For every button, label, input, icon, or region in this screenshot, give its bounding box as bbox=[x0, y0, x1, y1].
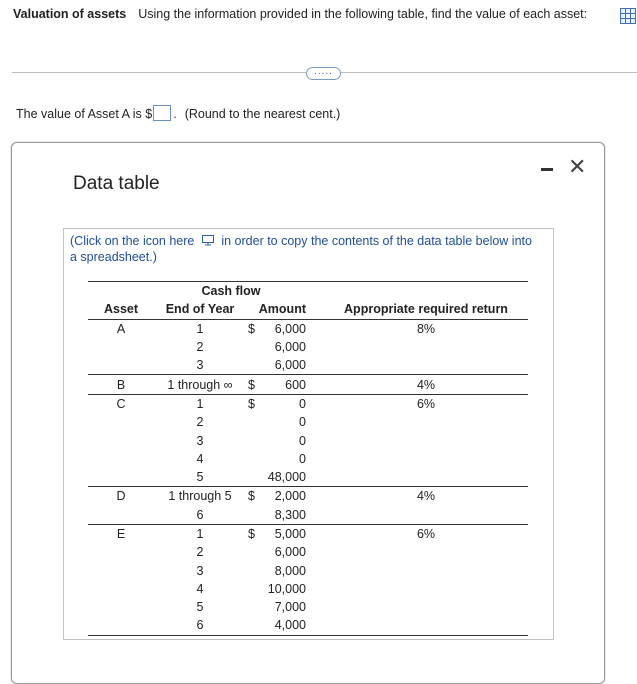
table-row bbox=[88, 487, 528, 506]
cell-dollar-sign bbox=[246, 580, 264, 598]
question-suffix: . bbox=[173, 107, 177, 121]
question-prefix: The value of Asset A is $ bbox=[16, 107, 153, 121]
col-header-end-of-year: End of Year bbox=[165, 302, 235, 317]
table-row bbox=[88, 413, 528, 431]
cell-amount: 5,000 bbox=[264, 524, 308, 543]
cell-dollar-sign: $ bbox=[246, 394, 264, 413]
ellipsis-expand-button[interactable]: ..... bbox=[306, 67, 341, 80]
cell-dollar-sign bbox=[246, 413, 264, 431]
cell-asset: B bbox=[88, 375, 154, 394]
cell-end-of-year: 1 bbox=[154, 524, 246, 543]
cell-asset: E bbox=[88, 524, 154, 543]
col-header-amount: Amount bbox=[258, 302, 306, 317]
rounding-note: (Round to the nearest cent.) bbox=[184, 107, 341, 121]
cell-dollar-sign bbox=[246, 543, 264, 561]
cell-end-of-year: 1 bbox=[154, 319, 246, 338]
cell-amount: 4,000 bbox=[264, 616, 308, 635]
cell-dollar-sign bbox=[246, 561, 264, 579]
cell-amount: 7,000 bbox=[274, 600, 306, 615]
answer-input[interactable] bbox=[153, 105, 171, 121]
minimize-icon[interactable] bbox=[541, 168, 553, 171]
table-row bbox=[88, 598, 528, 616]
cell-end-of-year: 4 bbox=[196, 451, 204, 466]
cell-end-of-year: 2 bbox=[196, 415, 204, 430]
cell-required-return bbox=[308, 413, 528, 431]
cell-amount: 6,000 bbox=[274, 545, 306, 560]
cell-dollar-sign bbox=[246, 356, 264, 375]
cell-required-return bbox=[308, 598, 528, 616]
cell-end-of-year: 2 bbox=[196, 340, 204, 355]
table-row bbox=[88, 561, 528, 579]
cell-required-return: 8% bbox=[308, 319, 528, 338]
cell-amount: 6,000 bbox=[264, 319, 308, 338]
cell-asset bbox=[88, 616, 154, 635]
cell-amount: 0 bbox=[264, 394, 308, 413]
cash-flow-group-header: Cash flow bbox=[154, 282, 308, 301]
cell-dollar-sign bbox=[246, 506, 264, 525]
instructions-text-1: (Click on the icon here bbox=[70, 234, 195, 248]
cell-required-return bbox=[308, 580, 528, 598]
cell-required-return bbox=[308, 543, 528, 561]
table-row bbox=[88, 375, 528, 394]
cell-dollar-sign: $ bbox=[246, 375, 264, 394]
cell-end-of-year: 3 bbox=[196, 358, 204, 373]
copy-instructions bbox=[70, 233, 540, 265]
cell-dollar-sign: $ bbox=[246, 487, 264, 506]
cell-end-of-year: 6 bbox=[196, 507, 204, 522]
cell-end-of-year: 3 bbox=[196, 433, 204, 448]
cash-flow-table bbox=[88, 281, 528, 636]
cell-asset bbox=[88, 580, 154, 598]
cell-asset bbox=[88, 338, 154, 356]
cell-required-return: 4% bbox=[308, 375, 528, 394]
cell-required-return bbox=[308, 338, 528, 356]
cell-amount: 48,000 bbox=[267, 470, 306, 485]
cell-amount: 6,000 bbox=[274, 340, 306, 355]
cell-end-of-year: 4 bbox=[196, 581, 204, 596]
cell-dollar-sign bbox=[246, 450, 264, 468]
table-row bbox=[88, 319, 528, 338]
cell-asset bbox=[88, 413, 154, 431]
cell-amount: 600 bbox=[264, 375, 308, 394]
cell-asset bbox=[88, 431, 154, 449]
col-header-required-return: Appropriate required return bbox=[344, 302, 508, 317]
cell-end-of-year: 1 through 5 bbox=[154, 487, 246, 506]
problem-header bbox=[13, 7, 587, 21]
dialog-title: Data table bbox=[73, 173, 160, 194]
table-row bbox=[88, 524, 528, 543]
table-row bbox=[88, 431, 528, 449]
cell-asset bbox=[88, 468, 154, 487]
cell-end-of-year: 1 bbox=[154, 394, 246, 413]
table-row bbox=[88, 356, 528, 375]
cell-end-of-year: 5 bbox=[196, 470, 204, 485]
cell-asset bbox=[88, 598, 154, 616]
table-row bbox=[88, 450, 528, 468]
cell-amount: 10,000 bbox=[267, 581, 306, 596]
cell-required-return bbox=[308, 356, 528, 375]
data-table-dialog bbox=[11, 142, 605, 684]
cell-required-return bbox=[308, 616, 528, 635]
cell-dollar-sign bbox=[246, 468, 264, 487]
cell-required-return: 6% bbox=[308, 524, 528, 543]
cell-amount: 8,300 bbox=[274, 507, 306, 522]
cell-required-return bbox=[308, 506, 528, 525]
table-row bbox=[88, 506, 528, 525]
cell-end-of-year: 2 bbox=[196, 545, 204, 560]
cell-end-of-year: 6 bbox=[154, 616, 246, 635]
table-row bbox=[88, 338, 528, 356]
cell-dollar-sign bbox=[246, 616, 264, 635]
cell-required-return bbox=[308, 561, 528, 579]
cell-asset bbox=[88, 506, 154, 525]
cell-amount: 0 bbox=[299, 451, 306, 466]
cell-required-return bbox=[308, 468, 528, 487]
table-row bbox=[88, 543, 528, 561]
cell-dollar-sign bbox=[246, 338, 264, 356]
cell-required-return: 4% bbox=[308, 487, 528, 506]
cell-amount: 0 bbox=[299, 415, 306, 430]
cell-end-of-year: 5 bbox=[196, 600, 204, 615]
cell-asset: A bbox=[88, 319, 154, 338]
cell-asset: D bbox=[88, 487, 154, 506]
table-grid-icon[interactable] bbox=[620, 8, 636, 24]
cell-end-of-year: 3 bbox=[196, 563, 204, 578]
cell-asset bbox=[88, 356, 154, 375]
question-line bbox=[16, 105, 340, 121]
cell-asset bbox=[88, 543, 154, 561]
cell-asset bbox=[88, 561, 154, 579]
table-row bbox=[88, 580, 528, 598]
cell-amount: 8,000 bbox=[274, 563, 306, 578]
col-header-asset: Asset bbox=[103, 302, 139, 317]
cell-amount: 2,000 bbox=[264, 487, 308, 506]
cell-end-of-year: 1 through ∞ bbox=[154, 375, 246, 394]
table-body bbox=[88, 319, 528, 635]
cell-dollar-sign: $ bbox=[246, 319, 264, 338]
cell-required-return bbox=[308, 450, 528, 468]
cell-dollar-sign: $ bbox=[246, 524, 264, 543]
cell-asset bbox=[88, 450, 154, 468]
cell-dollar-sign bbox=[246, 431, 264, 449]
instructions-text-2: in order to copy the contents of the data table below into a spreadsheet.) bbox=[70, 234, 532, 264]
cell-asset: C bbox=[88, 394, 154, 413]
close-icon[interactable]: ✕ bbox=[568, 154, 587, 179]
cell-amount: 6,000 bbox=[274, 358, 306, 373]
table-row bbox=[88, 616, 528, 635]
cell-amount: 0 bbox=[299, 433, 306, 448]
problem-title: Valuation of assets bbox=[13, 7, 127, 21]
table-row bbox=[88, 468, 528, 487]
problem-instruction: Using the information provided in the following table, find the value of each asset: bbox=[138, 7, 588, 21]
table-row bbox=[88, 394, 528, 413]
data-table-panel bbox=[63, 228, 554, 640]
cell-required-return bbox=[308, 431, 528, 449]
cell-required-return: 6% bbox=[308, 394, 528, 413]
cell-dollar-sign bbox=[246, 598, 264, 616]
copy-to-spreadsheet-icon[interactable] bbox=[201, 235, 215, 246]
